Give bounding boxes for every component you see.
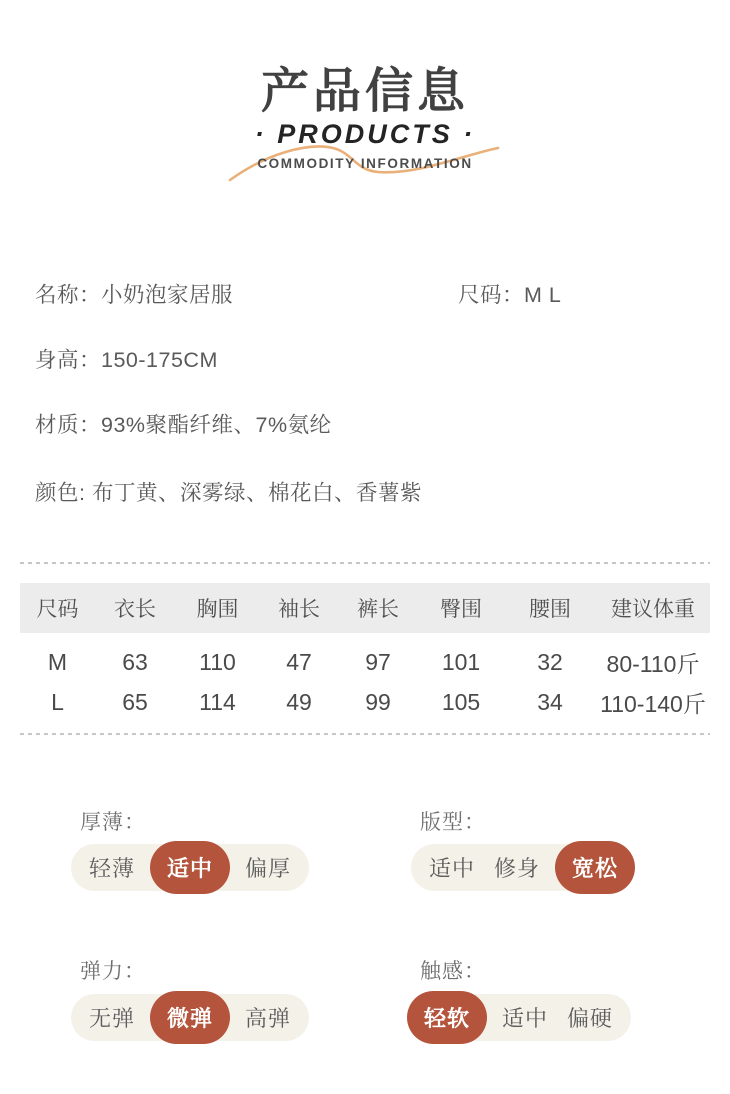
th-hip: 臀围 [440,598,482,621]
option-regular[interactable]: 适中 [429,856,476,881]
thickness-options [71,844,309,891]
cell-top-length: 65 [122,688,148,715]
th-size: 尺码 [36,598,79,621]
color-label: 颜色: [35,481,92,505]
subtitle-products: · PRODUCTS · [254,119,476,149]
thickness-label: 厚薄： [80,811,146,834]
option-soft-selected[interactable]: 轻软 [407,991,487,1044]
product-name-line [35,278,233,309]
cell-size: L [51,688,64,715]
th-sleeve-length: 袖长 [278,598,320,621]
option-light-thin[interactable]: 轻薄 [89,856,136,881]
elasticity-options [71,994,309,1041]
height-value: 150-175CM [101,348,218,372]
th-bust: 胸围 [196,598,239,621]
color-value: 布丁黄、深雾绿、棉花白、香薯紫 [91,481,422,505]
cell-top-length: 63 [122,648,148,675]
th-waist: 腰围 [529,598,571,621]
th-pants-length: 裤长 [357,598,399,621]
cell-pants-length: 99 [365,688,391,715]
option-loose-selected[interactable]: 宽松 [555,841,635,894]
option-slim[interactable]: 修身 [494,856,541,881]
option-slight-stretch-selected[interactable]: 微弹 [150,991,230,1044]
size-table-header [20,583,710,633]
cell-sleeve-length: 49 [286,688,312,715]
cell-size: M [47,648,68,675]
size-table-row-l [20,682,710,722]
cell-pants-length: 97 [365,648,391,675]
height-label: 身高： [35,348,102,372]
divider-dashed-top [20,562,710,564]
option-thick[interactable]: 偏厚 [245,856,292,881]
cell-bust: 114 [199,688,236,715]
product-size-line [458,278,561,309]
touch-label: 触感： [420,960,486,983]
option-medium-selected[interactable]: 适中 [150,841,230,894]
size-value: M L [524,283,562,307]
touch-options [411,994,631,1041]
name-value: 小奶泡家居服 [101,283,234,307]
option-no-stretch[interactable]: 无弹 [89,1006,136,1031]
cell-hip: 101 [441,648,481,675]
option-high-stretch[interactable]: 高弹 [245,1006,292,1031]
cell-bust: 110 [199,648,236,675]
elasticity-label: 弹力： [80,960,146,983]
th-top-length: 衣长 [114,598,156,621]
subtitle-commodity-information: COMMODITY INFORMATION [257,156,473,171]
page-title: 产品信息 [260,65,469,118]
product-color-line [35,476,422,507]
size-table-row-m [20,642,710,682]
th-suggested-weight: 建议体重 [611,598,695,621]
cell-suggested-weight: 80-110斤 [606,650,700,677]
size-label: 尺码： [458,283,525,307]
cell-waist: 32 [537,648,563,675]
fit-label: 版型： [420,811,486,834]
fit-options [411,844,631,891]
product-height-line [35,343,218,374]
divider-dashed-bottom [20,733,710,735]
option-firm[interactable]: 偏硬 [567,1006,614,1031]
cell-waist: 34 [537,688,563,715]
cell-suggested-weight: 110-140斤 [600,690,706,717]
material-label: 材质： [35,413,102,437]
name-label: 名称： [35,283,102,307]
material-value: 93%聚酯纤维、7%氨纶 [101,413,332,437]
cell-sleeve-length: 47 [286,648,312,675]
cell-hip: 105 [441,688,481,715]
option-medium-touch[interactable]: 适中 [502,1006,549,1031]
product-material-line [35,408,332,439]
